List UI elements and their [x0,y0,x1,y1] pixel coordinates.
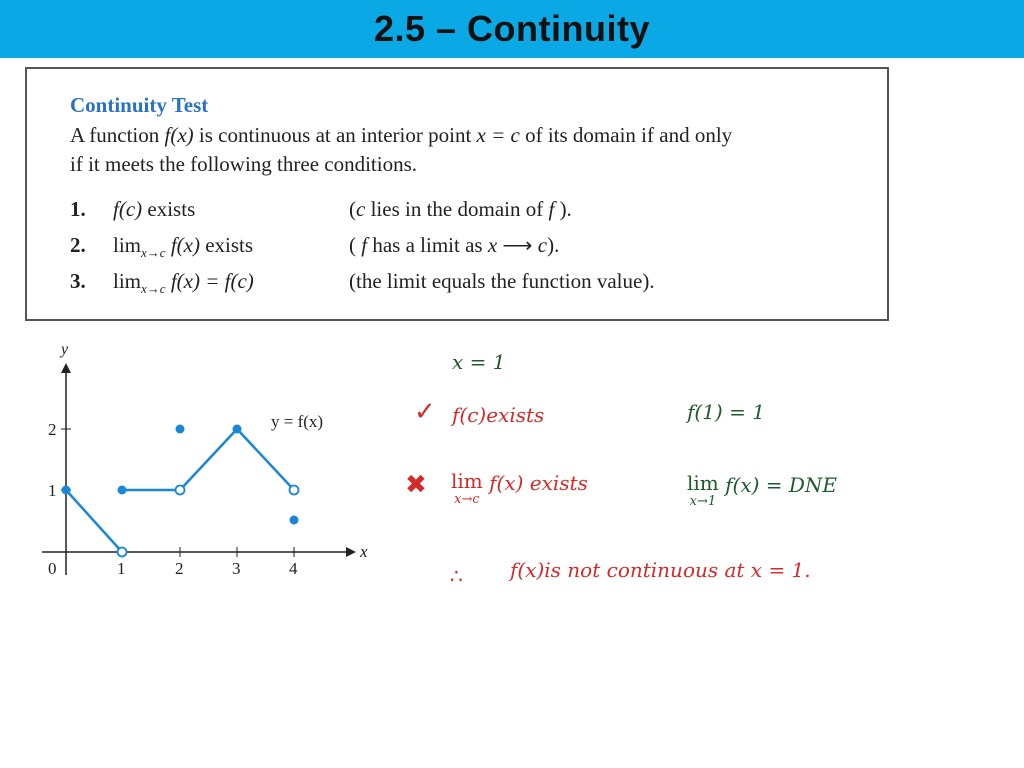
condition-expression: $\lim_{x\to c} f(x) = f(c)$ [113,269,254,297]
y-tick-label: 1 [48,481,57,500]
y-axis-label: y [61,341,69,358]
condition-number: 1. [70,197,86,221]
conclusion: f(x)is not continuous at x = 1. [510,558,811,582]
therefore-icon: ∴ [450,564,463,588]
cross-icon: ✖ [405,470,427,500]
closed-point [118,486,127,495]
x-tick-label: 1 [117,559,126,578]
intro-line-2: if it meets the following three conditions. [70,152,418,176]
x-equals-1: x = 1 [452,350,506,374]
box-heading: Continuity Test [70,93,209,117]
condition-1-exists: f(c)exists [452,403,545,427]
check-icon: ✓ [414,397,436,427]
open-point [176,486,185,495]
intro-line-1: A function f(x) is continuous at an interior point x = c of its domain if and only [70,123,733,147]
title-bar [0,0,1024,58]
condition-note: (c lies in the domain of f ). [349,197,572,221]
function-graph [30,335,375,580]
curve-segment [66,490,122,552]
f-of-1-value: f(1) = 1 [687,400,765,424]
closed-point [233,425,242,434]
condition-number: 2. [70,233,86,257]
open-point [118,548,127,557]
condition-number: 3. [70,269,86,293]
condition-expression: $\lim_{x\to c} f(x)$ exists [113,233,254,261]
open-point [290,486,299,495]
condition-note: ( f has a limit as x ⟶ c). [349,233,560,257]
curve-segment [180,429,294,490]
condition-note: (the limit equals the function value). [349,269,655,293]
y-axis-arrow [61,363,71,373]
slide-title: 2.5 – Continuity [373,8,651,49]
y-tick-label: 2 [48,420,57,439]
condition-2-limit-exists: lim x→c f(x) exists [451,469,588,507]
closed-point [62,486,71,495]
limit-dne: lim x→1 f(x) = DNE [687,471,838,509]
closed-point [290,516,299,525]
condition-expression: f(c) exists [113,197,196,221]
continuity-test-box [25,67,889,321]
x-axis-label: x [360,542,368,561]
closed-point [176,425,185,434]
x-tick-label: 2 [175,559,184,578]
x-tick-label: 0 [48,559,57,578]
x-axis-arrow [346,547,356,557]
curve-label: y = f(x) [271,412,324,431]
x-tick-label: 3 [232,559,241,578]
x-tick-label: 4 [289,559,298,578]
